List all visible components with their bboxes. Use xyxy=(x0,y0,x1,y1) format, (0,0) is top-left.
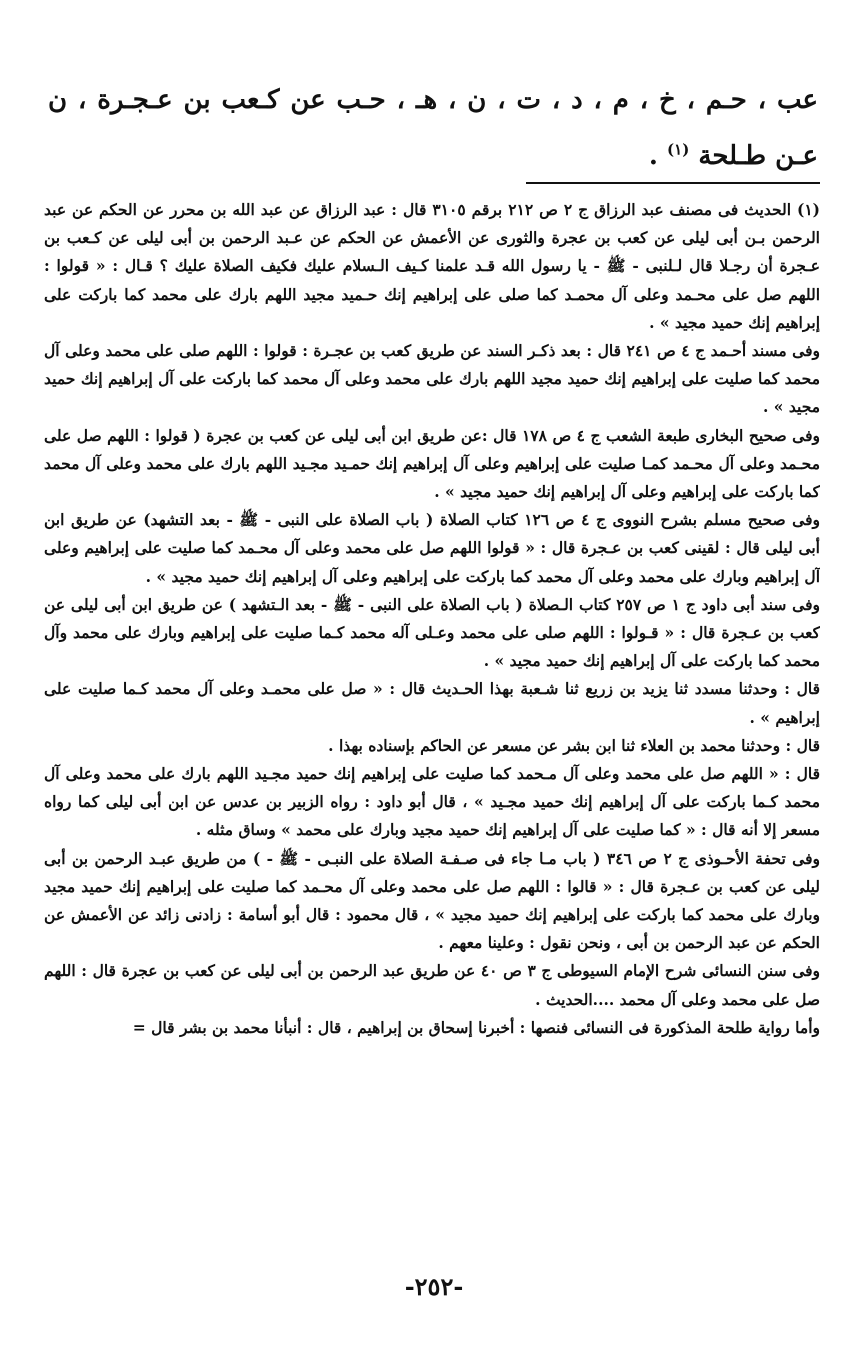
footnote-paragraph: وفى صحيح مسلم بشرح النووى ج ٤ ص ١٢٦ كتاب الصلاة ( باب الصلاة على النبى - ﷺ - بعد التشهد) عن طريق ابن أبى ليلى قال : لقينى كعب بن عـجرة قال : « قولوا اللهم صل على محمد وعلى آل محـمد كما صليت على إبراهيم وعلى آل إبراهيم وبارك على محمد وعلى آل محمد كما باركت على إبراهيم وعلى آل إبراهيم إنك حميد مجيد » . xyxy=(44,510,820,586)
footnote-paragraph: قال : وحدثنا مسدد ثنا يزيد بن زريع ثنا شـعبة بهذا الحـديث قال : « صل على محمـد وعلى آل محمد كـما صليت على إبراهيم » . xyxy=(44,679,820,727)
footnote-reference: (١) xyxy=(667,140,690,159)
footnote-paragraph: وفى سند أبى داود ج ١ ص ٢٥٧ كتاب الـصلاة ( باب الصلاة على النبى - ﷺ - بعد الـتشهد ) عن طريق ابن أبى ليلى عن كعب بن عـجرة قال : « قـولوا : اللهم صلى على محمد وعـلى آله محمد كـما صليت على إبراهيم وبارك على محمد وآل محمد كما باركت على آل إبراهيم إنك حميد مجيد » . xyxy=(44,594,820,671)
main-text xyxy=(48,72,818,184)
footnote-paragraph: قال : « اللهم صل على محمد وعلى آل مـحمد كما صليت على إبراهيم إنك حميد مجـيد اللهم بارك على محمد وعلى آل محمد كـما باركت على آل إبراهيم إنك حميد مجـيد » ، قال أبو داود : رواه الزبير بن عدس عن ابن أبى ليلى كما رواه مسعر إلا أنه قال : « كما صليت على آل إبراهيم إنك حميد مجيد وبارك على محمد » وساق مثله . xyxy=(44,764,820,840)
footnote-paragraph: وفى تحفة الأحـوذى ج ٢ ص ٣٤٦ ( باب مـا جاء فى صـفـة الصلاة على النبـى - ﷺ - ) من طريق عبـد الرحمن بن أبى ليلى عن كعب بن عـجرة قال : « قالوا : اللهم صل على محمد وعلى آل محـمد كما صليت على إبراهيم إنك حميد مجيد وبارك على محمد كما باركت على إبراهيم إنك حميد مجيد » ، قال محمود : قال أبو أسامة : زادنى زائد عن الأعمش عن الحكم عن عبد الرحمن بن أبى ، ونحن نقول : وعلينا معهم . xyxy=(44,848,820,953)
footnote-paragraph: وأما رواية طلحة المذكورة فى النسائى فنصها : أخبرنا إسحاق بن إبراهيم ، قال : أنبأنا محمد بن بشر قال = xyxy=(132,1017,820,1037)
page-number: -٢٥٢- xyxy=(404,1272,464,1301)
footnote-paragraph: وفى سنن النسائى شرح الإمام السيوطى ج ٣ ص ٤٠ عن طريق عبد الرحمن بن أبى ليلى عن كعب بن عجرة قال : اللهم صل على محمد وعلى آل محمد ....الحديث . xyxy=(44,961,820,1009)
footnotes xyxy=(44,196,820,1246)
footnote-divider xyxy=(526,182,820,184)
footnote-paragraph: وفى مسند أحـمد ج ٤ ص ٢٤١ قال : بعد ذكـر السند عن طريق كعب بن عجـرة : قولوا : اللهم صلى على محمد وعلى آل محمد كما صليت على إبراهيم إنك حميد مجيد اللهم بارك على محمد وعلى آل محمد كما باركت على آل إبراهيم إنك حميد مجيد » . xyxy=(44,341,820,417)
footnote-paragraph: (١) الحديث فى مصنف عبد الرزاق ج ٢ ص ٢١٢ برقم ٣١٠٥ قال : عبد الرزاق عن عبد الله بن محرر عن الحكم عن عبد الرحمن بـن أبى ليلى عن كعب بن عجرة والثورى عن الأعمش عن الحكم عن عـبد الرحمن بن أبى ليلى عن كـعب بن عـجرة أن رجـلا قال لـلنبى - ﷺ - يا رسول الله قـد علمنا كـيف الـسلام عليك فكيف الصلاة عليك ؟ قـال : « قولوا : اللهم صل على محـمد وعلى آل محمـد كما صلى على إبراهيم إنك حـميد مجيد اللهم بارك على محمد كما باركت على إبراهيم إنك حميد مجيد » . xyxy=(44,200,820,332)
footnote-paragraph: قال : وحدثنا محمد بن العلاء ثنا ابن بشر عن مسعر عن الحاكم بإسناده بهذا . xyxy=(328,735,820,755)
footnote-paragraph: وفى صحيح البخارى طبعة الشعب ج ٤ ص ١٧٨ قال :عن طريق ابن أبى ليلى عن كعب بن عجرة ( قولوا : اللهم صل على محـمد وعلى آل محـمد كمـا صليت على إبراهيم وعلى آل إبراهيم إنك حمـيد مجـيد اللهم بارك على محمد وعلى آل محمد كما باركت على إبراهيم وعلى آل إبراهيم إنك حميد مجيد » . xyxy=(44,425,820,502)
main-text-body: عب ، حـم ، خ ، م ، د ، ت ، ن ، هـ ، حـب عن كـعب بن عـجـرة ، ن عـن طـلحة xyxy=(48,85,818,171)
main-text-end: . xyxy=(648,141,658,171)
